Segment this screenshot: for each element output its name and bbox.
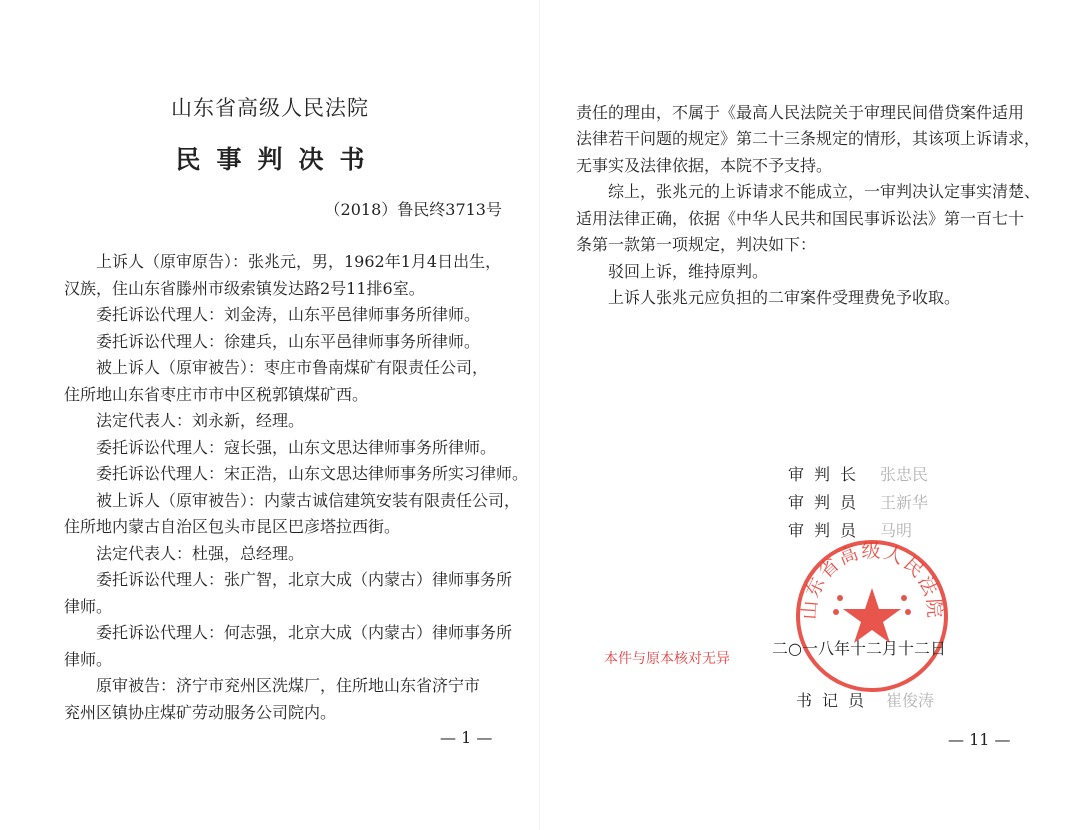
body-line: 法律若干问题的规定》第二十三条规定的情形，其该项上诉请求， bbox=[576, 129, 1041, 148]
body-line: 委托诉讼代理人：何志强，北京大成（内蒙古）律师事务所 bbox=[96, 623, 513, 642]
body-line: 被上诉人（原审被告）：枣庄市鲁南煤矿有限责任公司， bbox=[96, 358, 489, 377]
body-line: 被上诉人（原审被告）：内蒙古诚信建筑安装有限责任公司， bbox=[96, 491, 521, 510]
body-line: 汉族，住山东省滕州市级索镇发达路2号11排6室。 bbox=[64, 279, 425, 298]
body-line: 委托诉讼代理人：寇长强，山东文思达律师事务所律师。 bbox=[96, 438, 497, 457]
right-page bbox=[540, 0, 1080, 830]
page-number: — 1 — bbox=[440, 728, 493, 747]
body-line: 住所地山东省枣庄市市中区税郭镇煤矿西。 bbox=[64, 385, 369, 404]
body-line: 适用法律正确，依据《中华人民共和国民事诉讼法》第一百七十 bbox=[576, 209, 1025, 228]
seal-text: 山东省高级人民法院 bbox=[798, 540, 946, 621]
judgment-date: 二○一八年十二月十二日 bbox=[772, 639, 946, 658]
document-title: 民事判决书 bbox=[175, 145, 381, 174]
body-line: 委托诉讼代理人：张广智，北京大成（内蒙古）律师事务所 bbox=[96, 570, 513, 589]
signature-role: 审判长 bbox=[788, 465, 867, 484]
page-number: — 11 — bbox=[948, 730, 1011, 749]
body-line: 上诉人（原审原告）：张兆元，男，1962年1月4日出生， bbox=[96, 252, 502, 271]
case-number: （2018）鲁民终3713号 bbox=[324, 200, 502, 219]
body-line: 住所地内蒙古自治区包头市昆区巴彦塔拉西街。 bbox=[64, 517, 401, 536]
body-line: 法定代表人：杜强，总经理。 bbox=[96, 544, 305, 563]
body-line: 委托诉讼代理人：徐建兵，山东平邑律师事务所律师。 bbox=[96, 332, 481, 351]
court-seal bbox=[792, 536, 952, 696]
body-line: 法定代表人：刘永新，经理。 bbox=[96, 411, 305, 430]
body-line: 原审被告：济宁市兖州区洗煤厂，住所地山东省济宁市 bbox=[96, 676, 481, 695]
signature-name: 王新华 bbox=[880, 493, 929, 512]
body-line: 条第一款第一项规定，判决如下： bbox=[576, 235, 817, 254]
clerk-role: 书记员 bbox=[796, 691, 875, 710]
body-line: 驳回上诉，维持原判。 bbox=[608, 262, 769, 281]
clerk-name: 崔俊涛 bbox=[886, 691, 935, 710]
body-line: 委托诉讼代理人：刘金涛，山东平邑律师事务所律师。 bbox=[96, 305, 481, 324]
signature-name: 张忠民 bbox=[880, 465, 929, 484]
body-line: 委托诉讼代理人：宋正浩，山东文思达律师事务所实习律师。 bbox=[96, 464, 529, 483]
signature-role: 审判员 bbox=[788, 521, 867, 540]
body-line: 综上，张兆元的上诉请求不能成立，一审判决认定事实清楚、 bbox=[608, 182, 1041, 201]
body-line: 上诉人张兆元应负担的二审案件受理费免予收取。 bbox=[608, 288, 961, 307]
certified-copy-note: 本件与原本核对无异 bbox=[604, 651, 730, 667]
body-line: 律师。 bbox=[64, 597, 113, 616]
body-line: 兖州区镇协庄煤矿劳动服务公司院内。 bbox=[64, 703, 337, 722]
signature-name: 马明 bbox=[880, 521, 913, 540]
national-emblem-icon bbox=[833, 588, 911, 643]
body-line: 律师。 bbox=[64, 650, 113, 669]
body-line: 责任的理由，不属于《最高人民法院关于审理民间借贷案件适用 bbox=[576, 103, 1025, 122]
signature-role: 审判员 bbox=[788, 493, 867, 512]
body-line: 无事实及法律依据，本院不予支持。 bbox=[576, 156, 833, 175]
court-name: 山东省高级人民法院 bbox=[171, 96, 369, 120]
